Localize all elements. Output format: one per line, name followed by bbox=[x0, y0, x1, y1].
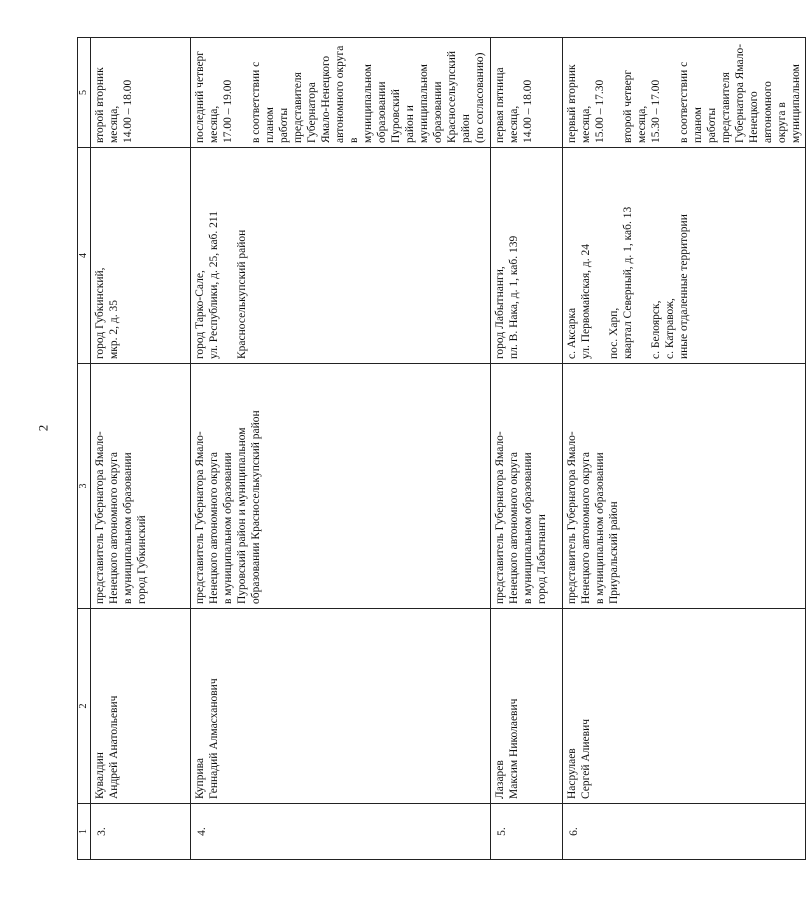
schedule-entry: последний четверг месяца, 17.00 – 19.00 bbox=[194, 50, 235, 143]
row-number: 6. bbox=[562, 804, 805, 860]
official-position: представитель Губернатора Ямало- Ненецкого автономного округа в муниципальном образовании Приуральский район bbox=[562, 364, 805, 609]
address-entry: город Тарко-Сале, ул. Республики, д. 25, каб. 211 bbox=[194, 211, 221, 359]
reception-address bbox=[91, 148, 191, 364]
reception-schedule bbox=[562, 38, 805, 148]
column-header-3: 3 bbox=[78, 364, 91, 609]
reception-schedule bbox=[490, 38, 562, 148]
address-entry: город Лабытнанги, пл. В. Нака, д. 1, каб. 139 bbox=[493, 235, 520, 359]
row-number: 3. bbox=[91, 804, 191, 860]
address-entry: пос. Харп, квартал Северный, д. 1, каб. 13 bbox=[607, 206, 634, 359]
table-row bbox=[562, 38, 805, 860]
row-number: 4. bbox=[191, 804, 490, 860]
official-name: Куприва Геннадий Алмасханович bbox=[191, 609, 490, 804]
reception-address bbox=[490, 148, 562, 364]
address-entry: с. Белоярск, с. Катравож, иные отдаленные территории bbox=[649, 214, 690, 359]
column-header-1: 1 bbox=[78, 804, 91, 860]
table-row bbox=[490, 38, 562, 860]
reception-schedule bbox=[91, 38, 191, 148]
reception-address bbox=[562, 148, 805, 364]
address-entry: город Губкинский, мкр. 2, д. 35 bbox=[94, 267, 121, 359]
official-name: Насрулаев Сергей Алиевич bbox=[562, 609, 805, 804]
schedule-entry: второй четверг месяца, 15.30 – 17.00 bbox=[621, 69, 662, 143]
reception-schedule bbox=[191, 38, 490, 148]
address-entry: с. Аксарка ул. Первомайская, д. 24 bbox=[565, 244, 592, 359]
official-name: Кувалдин Андрей Анатольевич bbox=[91, 609, 191, 804]
official-name: Лазарев Максим Николаевич bbox=[490, 609, 562, 804]
address-entry: Красноселькупский район bbox=[236, 229, 249, 359]
schedule-entry: в соответствии с планом работы представителя Губернатора Ямало-Ненецкого автономного округа в муниципальном образовании Пуровский район и муниципальном образовании Красносельупский район (по согласованию) bbox=[250, 45, 487, 143]
page-number: 2 bbox=[35, 424, 51, 432]
official-position: представитель Губернатора Ямало- Ненецкого автономного округа в муниципальном образовании город Лабытнанги bbox=[490, 364, 562, 609]
column-number-row bbox=[78, 38, 91, 860]
table-row bbox=[191, 38, 490, 860]
schedule-entry: в соответствии с планом работы представителя Губернатора Ямало- Ненецкого автономного округа в муниципальном bbox=[677, 43, 802, 143]
row-number: 5. bbox=[490, 804, 562, 860]
reception-address bbox=[191, 148, 490, 364]
column-header-5: 5 bbox=[78, 38, 91, 148]
schedule-entry: первый вторник месяца, 15.00 – 17.30 bbox=[565, 64, 606, 143]
column-header-4: 4 bbox=[78, 148, 91, 364]
table-row bbox=[91, 38, 191, 860]
official-position: представитель Губернатора Ямало- Ненецкого автономного округа в муниципальном образовании Пуровский район и муниципальном образовании Красноселькупский район bbox=[191, 364, 490, 609]
column-header-2: 2 bbox=[78, 609, 91, 804]
reception-schedule-table-wrapper bbox=[77, 38, 802, 860]
reception-schedule-table bbox=[77, 37, 806, 860]
official-position: представитель Губернатора Ямало- Ненецкого автономного округа в муниципальном образовании город Губкинский bbox=[91, 364, 191, 609]
schedule-entry: второй вторник месяца, 14.00 – 18.00 bbox=[94, 67, 135, 143]
schedule-entry: первая пятница месяца, 14.00 – 18.00 bbox=[493, 67, 534, 143]
